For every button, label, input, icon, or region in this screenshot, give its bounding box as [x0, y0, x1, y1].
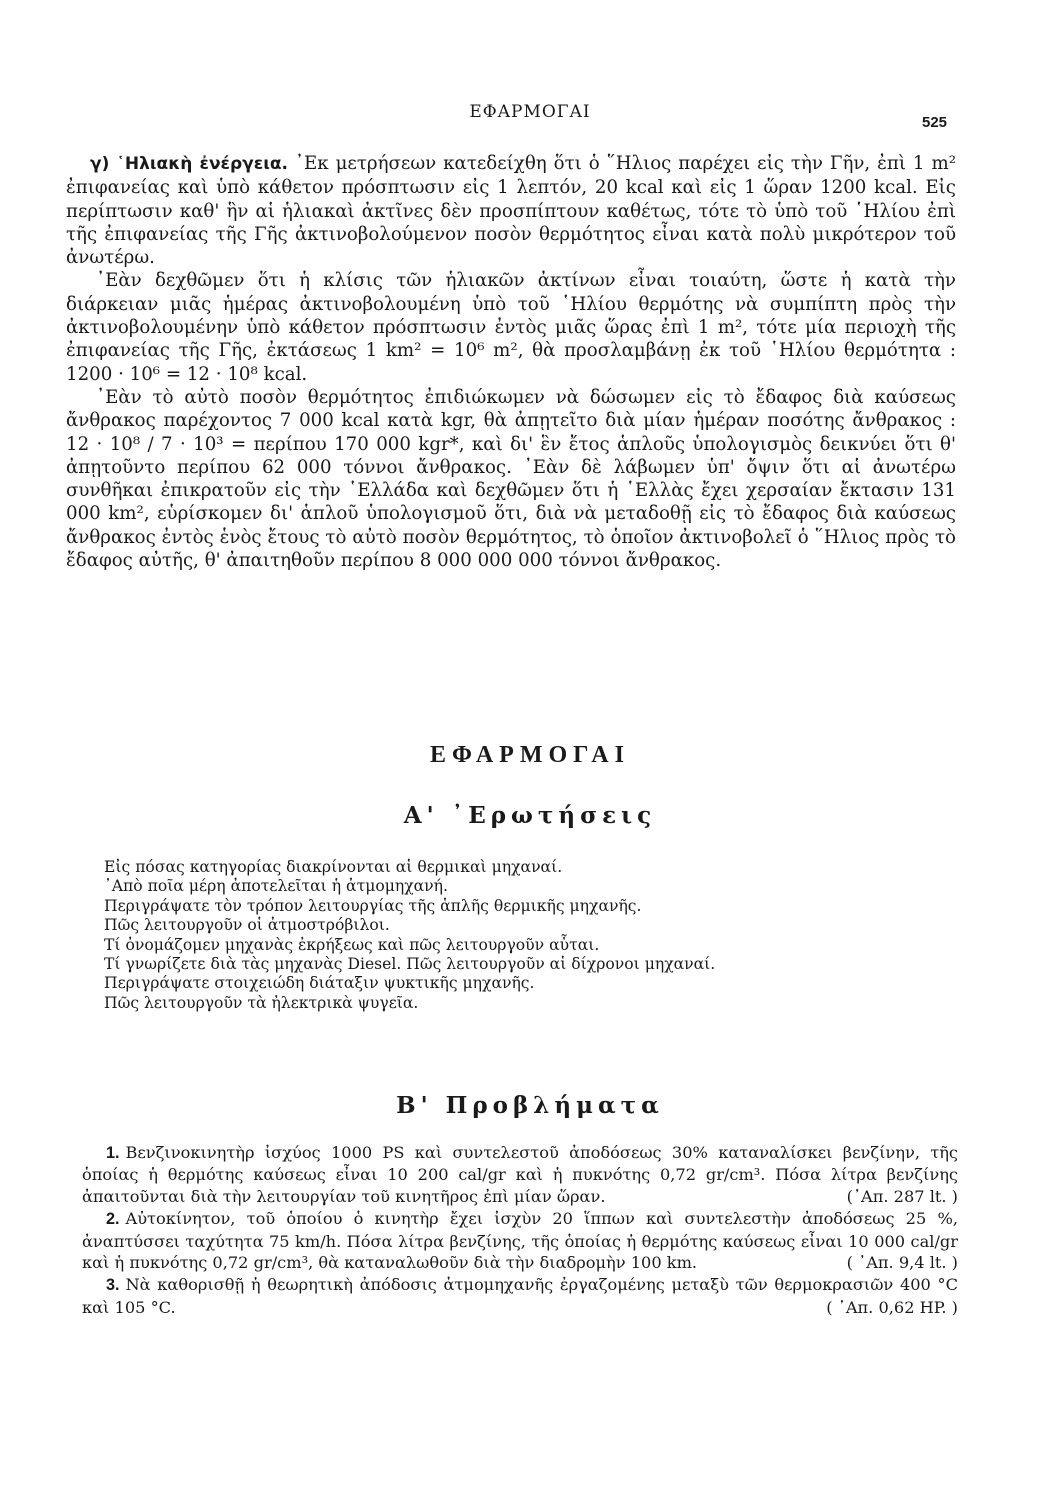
problem-text: Νὰ καθορισθῇ ἡ θεωρητικὴ ἀπόδοσις ἀτμομηχανῆς ἐργαζομένης μεταξὺ τῶν θερμοκρασιῶν 400 °C καὶ 105 °C. [82, 1275, 958, 1317]
problem-number: 1. [106, 1144, 120, 1162]
solar-paragraph-2: ᾿Εὰν δεχθῶμεν ὅτι ἡ κλίσις τῶν ἡλιακῶν ἀκτίνων εἶναι τοιαύτη, ὥστε ἡ κατὰ τὴν διάρκειαν μιᾶς ἡμέρας ἀκτινοβολουμένη ὑπὸ τοῦ ῾Ηλίου θερμότης νὰ συμπίπτη πρὸς τὴν ἀκτινοβολουμένην ὑπὸ κάθετον πρόσπτωσιν ἐντὸς μιᾶς ὥρας ἐπὶ 1 m², τότε μία περιοχὴ τῆς ἐπιφανείας τῆς Γῆς, ἐκτάσεως 1 km² = 10⁶ m², θὰ προσλαμβάνῃ ἐκ τοῦ ῾Ηλίου θερμότητα : 1200 · 10⁶ = 12 · 10⁸ kcal. [66, 270, 956, 385]
problem-text: Βενζινοκινητὴρ ἰσχύος 1000 PS καὶ συντελεστοῦ ἀποδόσεως 30% καταναλίσκει βενζίνην, τῆς ὁποίας ἡ θερμότης καύσεως εἶναι 10 200 cal/gr καὶ ἡ πυκνότης 0,72 gr/cm³. Πόσα λίτρα βενζίνης ἀπαιτοῦνται διὰ τὴν λειτουργίαν τοῦ κινητῆρος ἐπὶ μίαν ὥραν. [82, 1143, 958, 1206]
solar-paragraph-1 [66, 152, 956, 269]
question-item: Πῶς λειτουργοῦν τὰ ἠλεκτρικὰ ψυγεῖα. [104, 993, 419, 1012]
section-run-in-title: γ) ῾Ηλιακὴ ἐνέργεια. [90, 154, 288, 174]
applications-heading: ΕΦΑΡΜΟΓΑΙ [430, 742, 630, 768]
problems-heading: Β' Προβλήματα [396, 1092, 664, 1119]
solar-paragraph-3: ᾿Εὰν τὸ αὐτὸ ποσὸν θερμότητος ἐπιδιώκωμεν νὰ δώσωμεν εἰς τὸ ἔδαφος διὰ καύσεως ἄνθρακος παρέχοντος 7 000 kcal κατὰ kgr, θὰ ἀπῃτεῖτο διὰ μίαν ἡμέραν ποσότης ἄνθρακος : 12 · 10⁸ / 7 · 10³ = περίπου 170 000 kgr*, καὶ δι' ἓν ἔτος ἁπλοῦς ὑπολογισμὸς δεικνύει ὅτι θ' ἀπῃτοῦντο περίπου 62 000 τόννοι ἄνθρακος. ᾿Εὰν δὲ λάβωμεν ὑπ' ὄψιν ὅτι αἱ ἀνωτέρω συνθῆκαι ἐπικρατοῦν εἰς τὴν ῾Ελλάδα καὶ δεχθῶμεν ὅτι ἡ ῾Ελλὰς ἔχει χερσαίαν ἔκτασιν 131 000 km², εὑρίσκομεν δι' ἁπλοῦ ὑπολογισμοῦ ὅτι, διὰ νὰ μεταδοθῇ εἰς τὸ ἔδαφος διὰ καύσεως ἄνθρακος ἐντὸς ἑνὸς ἔτους τὸ αὐτὸ ποσὸν θερμότητος, τὸ ὁποῖον ἀκτινοβολεῖ ὁ ῞Ηλιος πρὸς τὸ ἔδαφος αὐτῆς, θ' ἀπαιτηθοῦν περίπου 8 000 000 000 τόννοι ἄνθρακος. [66, 386, 956, 572]
questions-list [104, 858, 904, 1013]
solar-energy-section [66, 152, 956, 572]
question-item: Εἰς πόσας κατηγορίας διακρίνονται αἱ θερμικαὶ μηχαναί. [104, 858, 563, 876]
problem-item [82, 1208, 958, 1273]
problem-item [82, 1274, 958, 1318]
question-item: Περιγράψατε στοιχειώδη διάταξιν ψυκτικῆς μηχανῆς. [104, 974, 535, 993]
question-item: Πῶς λειτουργοῦν οἱ ἀτμοστρόβιλοι. [104, 916, 390, 935]
problem-number: 3. [106, 1276, 120, 1295]
problem-number: 2. [106, 1210, 120, 1229]
question-item: Περιγράψατε τὸν τρόπον λειτουργίας τῆς ἁπλῆς θερμικῆς μηχανῆς. [104, 896, 642, 915]
problems-list [82, 1142, 958, 1319]
solar-paragraph-1-text: ᾿Εκ μετρήσεων κατεδείχθη ὅτι ὁ ῞Ηλιος παρέχει εἰς τὴν Γῆν, ἐπὶ 1 m² ἐπιφανείας καὶ ὑπὸ κάθετον πρόσπτωσιν εἰς 1 λεπτόν, 20 kcal καὶ εἰς 1 ὥραν 1200 kcal. Εἰς περίπτωσιν καθ' ἣν αἱ ἡλιακαὶ ἀκτῖνες δὲν προσπίπτουν καθέτως, τότε τὸ ὑπὸ τοῦ ῾Ηλίου ἐπὶ τῆς ἐπιφανείας τῆς Γῆς ἀκτινοβολούμενον ποσὸν θερμότητος εἶναι κατὰ πολὺ μικρότερον τοῦ ἀνωτέρω. [66, 153, 956, 269]
running-head: ΕΦΑΡΜΟΓΑΙ [469, 102, 591, 122]
question-item: Τί ὀνομάζομεν μηχανὰς ἐκρήξεως καὶ πῶς λειτουργοῦν αὗται. [104, 935, 600, 954]
problem-text: Αὐτοκίνητον, τοῦ ὁποίου ὁ κινητὴρ ἔχει ἰσχὺν 20 ἵππων καὶ συντελεστὴν ἀποδόσεως 25 %, ἀναπτύσσει ταχύτητα 75 km/h. Πόσα λίτρα βενζίνης, τῆς ὁποίας ἡ θερμότης καύσεως εἶναι 10 000 cal/gr καὶ ἡ πυκνότης 0,72 gr/cm³, θὰ καταναλωθοῦν διὰ τὴν διαδρομὴν 100 km. [82, 1209, 958, 1273]
questions-heading: Α' ᾿Ερωτήσεις [403, 802, 657, 829]
question-item: ᾿Απὸ ποῖα μέρη ἀποτελεῖται ἡ ἀτμομηχανή. [104, 877, 448, 896]
problem-item [82, 1142, 958, 1207]
problem-answer: ( ᾿Απ. 0,62 HP. ) [826, 1297, 958, 1317]
page-number: 525 [922, 114, 948, 131]
question-item: Τί γνωρίζετε διὰ τὰς μηχανὰς Diesel. Πῶς λειτουργοῦν αἱ δίχρονοι μηχαναί. [104, 955, 716, 974]
problem-answer: (᾿Απ. 287 lt. ) [846, 1186, 958, 1206]
problem-answer: ( ᾿Απ. 9,4 lt. ) [846, 1253, 958, 1273]
